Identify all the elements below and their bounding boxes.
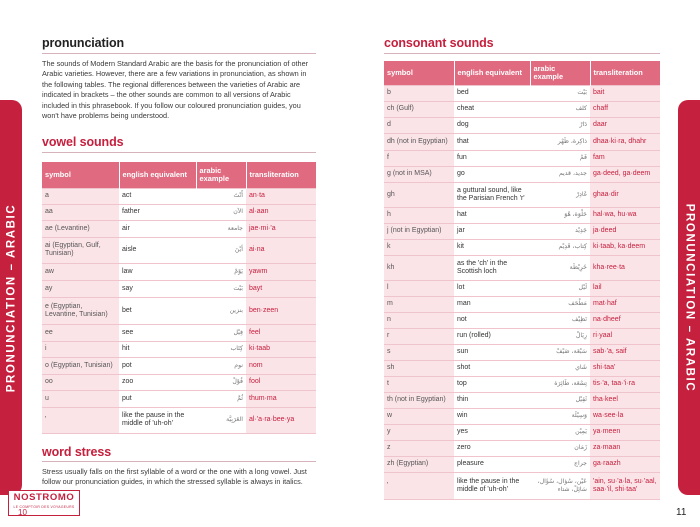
logo-name: NOSTROMO [13,492,75,503]
consonant-row [384,360,660,376]
vowel-cell-translit: feel [246,324,316,341]
vowel-row [42,374,316,390]
vowel-cell-symbol: a [42,188,119,204]
side-tab-right [678,100,700,495]
consonant-cell-symbol: th (not in Egyptian) [384,392,454,408]
consonant-cell-english: fun [454,150,530,166]
consonant-row [384,280,660,296]
vowel-cell-arabic: نوم [196,357,246,374]
consonant-cell-symbol: ch (Gulf) [384,101,454,117]
vowel-cell-arabic: يَوْمْ [196,263,246,280]
vowel-cell-english: pot [119,357,196,374]
vowel-row [42,263,316,280]
vowel-cell-translit: ki·taab [246,341,316,357]
vowel-cell-english: air [119,220,196,237]
consonant-cell-translit: chaff [590,101,660,117]
consonant-cell-english: a guttural sound, like the Parisian French 'r' [454,182,530,207]
vowel-cell-symbol: aw [42,263,119,280]
consonant-cell-symbol: ' [384,472,454,499]
consonant-cell-translit: sab·'a, saif [590,344,660,360]
consonant-cell-symbol: g (not in MSA) [384,166,454,182]
word-stress-paragraph: Stress usually falls on the first syllable of a word or the one with a long vowel. Just follow our pronunciation guides, in which the stressed syllable is always in italics. [42,467,307,487]
consonant-cell-arabic: كِتاب، قَدِيْم [530,239,590,255]
section-title-consonant-sounds: consonant sounds [384,36,494,50]
vowel-cell-symbol: ai (Egyptian, Gulf, Tunisian) [42,237,119,263]
consonant-cell-symbol: zh (Egyptian) [384,456,454,472]
consonant-cell-translit: dhaa·ki·ra, dhahr [590,133,660,150]
vowel-cell-translit: fool [246,374,316,390]
consonant-cell-translit: ya·meen [590,424,660,440]
consonant-cell-english: pleasure [454,456,530,472]
consonant-cell-translit: shi·taa' [590,360,660,376]
vowel-cell-symbol: ' [42,407,119,433]
consonant-cell-symbol: f [384,150,454,166]
consonant-cell-english: lot [454,280,530,296]
consonant-header-symbol: symbol [384,61,454,85]
consonant-cell-translit: kha·ree·ta [590,255,660,280]
consonant-cell-arabic: رِيَالْ [530,328,590,344]
consonant-row [384,408,660,424]
page-number-right: 11 [676,507,687,518]
consonant-cell-translit: ri·yaal [590,328,660,344]
consonant-row [384,85,660,101]
consonant-cell-arabic: خَرِيْطَة [530,255,590,280]
consonant-row [384,117,660,133]
vowel-cell-arabic: العَرَبِيَّة [196,407,246,433]
vowel-cell-english: put [119,390,196,407]
consonant-cell-english: cheat [454,101,530,117]
consonant-divider [384,53,660,54]
consonant-cell-symbol: w [384,408,454,424]
stress-divider [42,461,316,462]
consonant-cell-symbol: dh (not in Egyptian) [384,133,454,150]
consonant-cell-arabic: يَمِيْن [530,424,590,440]
consonant-cell-symbol: s [384,344,454,360]
consonant-cell-english: not [454,312,530,328]
consonant-cell-translit: ga·deed, ga·deem [590,166,660,182]
vowel-cell-arabic: أَنْتَ [196,188,246,204]
consonant-cell-english: that [454,133,530,150]
consonant-cell-translit: 'ain, su·'a·la, su·'aal, saa·'il, shi·taa' [590,472,660,499]
consonant-cell-translit: wa·see·la [590,408,660,424]
consonant-cell-symbol: sh [384,360,454,376]
vowel-table [42,162,317,434]
consonant-row [384,328,660,344]
consonant-cell-translit: mat·haf [590,296,660,312]
consonant-cell-symbol: j (not in Egyptian) [384,223,454,239]
vowel-cell-translit: nom [246,357,316,374]
consonant-cell-english: yes [454,424,530,440]
consonant-cell-translit: za·maan [590,440,660,456]
consonant-cell-symbol: b [384,85,454,101]
consonant-cell-english: top [454,376,530,392]
consonant-row [384,312,660,328]
consonant-cell-arabic: ثَقِيْل [530,392,590,408]
consonant-cell-english: run (rolled) [454,328,530,344]
vowel-cell-english: like the pause in the middle of 'uh-oh' [119,407,196,433]
consonant-cell-english: thin [454,392,530,408]
consonant-header-arabic: arabic example [530,61,590,85]
consonant-cell-symbol: kh [384,255,454,280]
consonant-cell-symbol: t [384,376,454,392]
vowel-cell-english: bet [119,297,196,324]
consonant-row [384,182,660,207]
vowel-cell-english: hit [119,341,196,357]
consonant-cell-translit: ki·taab, ka·deem [590,239,660,255]
vowel-cell-english: zoo [119,374,196,390]
consonant-cell-symbol: z [384,440,454,456]
consonant-row [384,376,660,392]
consonant-cell-translit: ga·raazh [590,456,660,472]
vowel-cell-translit: al·'a·ra·bee·ya [246,407,316,433]
consonant-cell-english: hat [454,207,530,223]
consonant-row [384,296,660,312]
consonant-cell-arabic: وَسِيْلَة [530,408,590,424]
consonant-row [384,392,660,408]
vowel-cell-english: see [119,324,196,341]
vowel-divider [42,152,316,153]
vowel-row [42,220,316,237]
consonant-row [384,239,660,255]
vowel-cell-arabic: أيْنَ [196,237,246,263]
vowel-cell-translit: al·aan [246,204,316,220]
consonant-cell-translit: ja·deed [590,223,660,239]
consonant-row [384,255,660,280]
consonant-cell-symbol: r [384,328,454,344]
consonant-cell-english: dog [454,117,530,133]
consonant-cell-arabic: مَطْحَف [530,296,590,312]
vowel-header-arabic: arabic example [196,162,246,188]
consonant-cell-english: sun [454,344,530,360]
consonant-cell-translit: lail [590,280,660,296]
consonant-header-translit: transliteration [590,61,660,85]
consonant-row [384,424,660,440]
vowel-cell-symbol: i [42,341,119,357]
vowel-cell-arabic: كِتَاب [196,341,246,357]
consonant-cell-arabic: دَارْ [530,117,590,133]
consonant-cell-symbol: k [384,239,454,255]
vowel-cell-symbol: u [42,390,119,407]
vowel-row [42,390,316,407]
vowel-cell-english: father [119,204,196,220]
consonant-cell-english: bed [454,85,530,101]
consonant-cell-symbol: m [384,296,454,312]
logo-subtitle: LE COMPTOIR DES VOYAGEURS [13,505,75,509]
side-tab-left [0,100,22,495]
consonant-cell-arabic: زَمَان [530,440,590,456]
consonant-cell-symbol: h [384,207,454,223]
consonant-row [384,166,660,182]
vowel-header-symbol: symbol [42,162,119,188]
vowel-cell-arabic: فِيْل [196,324,246,341]
consonant-cell-symbol: l [384,280,454,296]
vowel-cell-symbol: ae (Levantine) [42,220,119,237]
consonant-row [384,440,660,456]
vowel-cell-symbol: oo [42,374,119,390]
vowel-row [42,357,316,374]
vowel-cell-english: act [119,188,196,204]
page-number-left: 10 [18,508,27,517]
consonant-cell-translit: hal·wa, hu·wa [590,207,660,223]
vowel-row [42,324,316,341]
consonant-cell-english: win [454,408,530,424]
consonant-row [384,207,660,223]
consonant-cell-arabic: جراج [530,456,590,472]
vowel-cell-translit: jae·mi·'a [246,220,316,237]
vowel-cell-translit: thum·ma [246,390,316,407]
vowel-row [42,407,316,433]
consonant-cell-arabic: حَلْوَة، هُوَ [530,207,590,223]
consonant-cell-arabic: فَمْ [530,150,590,166]
consonant-cell-translit: daar [590,117,660,133]
vowel-header-translit: transliteration [246,162,316,188]
consonant-cell-translit: ghaa·dir [590,182,660,207]
vowel-cell-arabic: بَيْت [196,280,246,297]
consonant-cell-symbol: y [384,424,454,440]
vowel-row [42,237,316,263]
vowel-cell-arabic: بنزين [196,297,246,324]
consonant-cell-english: shot [454,360,530,376]
consonant-row [384,133,660,150]
intro-paragraph: The sounds of Modern Standard Arabic are the basis for the pronunciation of other Arabic varieties. However, there are a few variations in pronunciation, as shown in the following tables. The regional differences between the varieties of Arabic are indicated in brackets – the other sounds are common to all versions of Arabic included in this phrasebook. If you follow our coloured pronunciation guides, you won't have problems being understood. [42,59,309,121]
consonant-cell-english: jar [454,223,530,239]
title-divider [42,53,316,54]
consonant-cell-arabic: كلف [530,101,590,117]
vowel-cell-translit: ben·zeen [246,297,316,324]
vowel-cell-arabic: جامعة [196,220,246,237]
consonant-row [384,223,660,239]
consonant-header-english: english equivalent [454,61,530,85]
vowel-cell-symbol: ay [42,280,119,297]
consonant-cell-arabic: غَادِرْ [530,182,590,207]
consonant-row [384,101,660,117]
consonant-cell-symbol: d [384,117,454,133]
vowel-cell-symbol: e (Egyptian, Levantine, Tunisian) [42,297,119,324]
vowel-cell-symbol: aa [42,204,119,220]
consonant-cell-arabic: جديد، قديم [530,166,590,182]
consonant-cell-arabic: تِسْعَة، طَائِرَة [530,376,590,392]
vowel-header-english: english equivalent [119,162,196,188]
vowel-cell-symbol: ee [42,324,119,341]
section-title-vowel-sounds: vowel sounds [42,135,124,149]
consonant-row [384,456,660,472]
vowel-cell-translit: bayt [246,280,316,297]
consonant-table-header [384,61,660,85]
consonant-cell-arabic: لَيْل [530,280,590,296]
vowel-cell-english: aisle [119,237,196,263]
consonant-cell-translit: fam [590,150,660,166]
consonant-table [384,61,661,500]
consonant-row [384,344,660,360]
consonant-cell-english: kit [454,239,530,255]
vowel-cell-symbol: o (Egyptian, Tunisian) [42,357,119,374]
vowel-cell-translit: yawm [246,263,316,280]
vowel-cell-arabic: ثُمَّ [196,390,246,407]
consonant-cell-symbol: n [384,312,454,328]
consonant-cell-translit: tha·keel [590,392,660,408]
page-title-pronunciation: pronunciation [42,36,125,50]
vowel-cell-arabic: الآن [196,204,246,220]
consonant-cell-english: zero [454,440,530,456]
consonant-cell-arabic: شَاي [530,360,590,376]
consonant-cell-english: like the pause in the middle of 'uh-oh' [454,472,530,499]
consonant-cell-symbol: gh [384,182,454,207]
right-page [350,0,700,527]
consonant-row [384,150,660,166]
consonant-cell-translit: na·dheef [590,312,660,328]
consonant-cell-english: man [454,296,530,312]
consonant-cell-translit: bait [590,85,660,101]
vowel-row [42,341,316,357]
consonant-cell-english: as the 'ch' in the Scottish loch [454,255,530,280]
vowel-cell-arabic: فُوْلْ [196,374,246,390]
side-tab-right-text: PRONUNCIATION – ARABIC [683,203,696,392]
consonant-cell-arabic: ذاكِرة، ظَهْر [530,133,590,150]
consonant-cell-arabic: نَظِيْف [530,312,590,328]
side-tab-left-text: PRONUNCIATION – ARABIC [5,203,18,392]
vowel-row [42,204,316,220]
consonant-row [384,472,660,499]
vowel-cell-translit: an·ta [246,188,316,204]
consonant-cell-english: go [454,166,530,182]
vowel-cell-translit: ai·na [246,237,316,263]
vowel-cell-english: law [119,263,196,280]
consonant-cell-arabic: عَيْن، سُؤال، سُؤَال، سَائِلْ، شتاء [530,472,590,499]
section-title-word-stress: word stress [42,445,112,459]
vowel-cell-english: say [119,280,196,297]
consonant-cell-arabic: جَدِيْد [530,223,590,239]
vowel-row [42,297,316,324]
consonant-cell-arabic: بَيْت [530,85,590,101]
vowel-row [42,188,316,204]
consonant-cell-arabic: سَبْعَة، صَيْفْ [530,344,590,360]
vowel-row [42,280,316,297]
vowel-table-header [42,162,316,188]
consonant-cell-translit: tis·'a, taa·'i·ra [590,376,660,392]
